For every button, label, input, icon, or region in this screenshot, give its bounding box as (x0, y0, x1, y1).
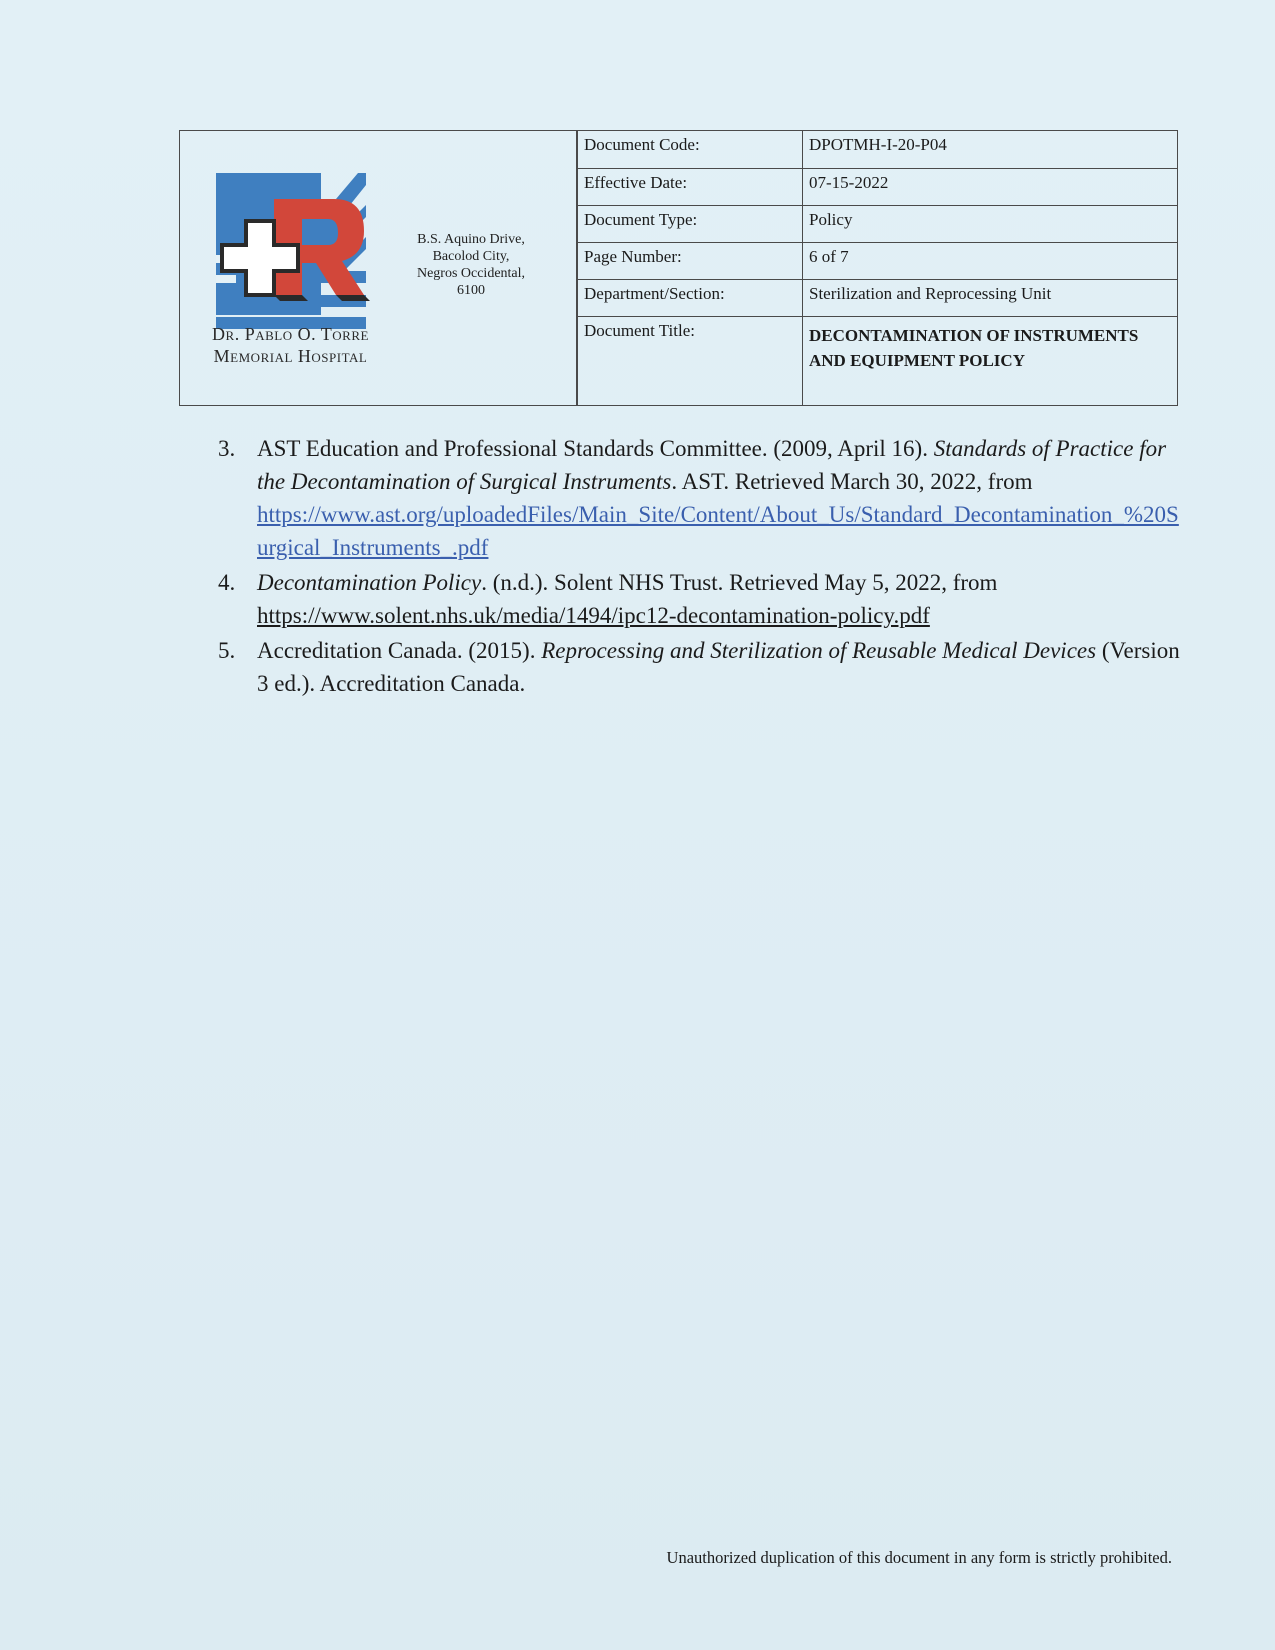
document-title-value: DECONTAMINATION OF INSTRUMENTS AND EQUIPMENT POLICY (803, 316, 1178, 405)
reference-number: 3. (218, 436, 236, 461)
reference-title: Reprocessing and Sterilization of Reusable Medical Devices (541, 638, 1097, 663)
metadata-row (578, 131, 1178, 168)
reference-text: Accreditation Canada. (2015). (257, 638, 542, 663)
metadata-table (577, 131, 1177, 405)
reference-text: . (n.d.). Solent NHS Trust. Retrieved May 5, 2022, from (481, 570, 998, 595)
address-line: B.S. Aquino Drive, (417, 232, 525, 247)
reference-number: 5. (218, 638, 236, 663)
address-line: Bacolod City, (432, 249, 510, 264)
reference-item (215, 566, 1180, 632)
metadata-row (578, 242, 1178, 279)
hospital-address (408, 231, 534, 299)
reference-number: 4. (218, 570, 236, 595)
page-number-label: Page Number: (578, 242, 803, 279)
hospital-name (188, 323, 393, 367)
document-type-value: Policy (803, 205, 1178, 242)
hospital-name-line2: Memorial Hospital (213, 346, 368, 366)
document-code-label: Document Code: (578, 131, 803, 168)
document-metadata (577, 131, 1177, 405)
effective-date-label: Effective Date: (578, 168, 803, 205)
document-code-value: DPOTMH-I-20-P04 (803, 131, 1178, 168)
references-list (215, 432, 1180, 702)
reference-item (215, 432, 1180, 564)
document-header (179, 130, 1178, 406)
reference-text: (Version 3 ed.). Accreditation Canada. (257, 638, 1180, 696)
document-type-label: Document Type: (578, 205, 803, 242)
address-line: Negros Occidental, (416, 266, 526, 281)
reference-link[interactable]: https://www.ast.org/uploadedFiles/Main_Site/Content/About_Us/Standard_Decontamination_%20Surgical_Instruments_.pdf (257, 502, 1179, 560)
address-line: 6100 (457, 283, 485, 298)
hospital-name-line1: Dr. Pablo O. Torre (212, 324, 369, 344)
page-number-value: 6 of 7 (803, 242, 1178, 279)
reference-text: . AST. Retrieved March 30, 2022, from (671, 469, 1033, 494)
document-title-label: Document Title: (578, 316, 803, 405)
hospital-r-cross-logo (216, 171, 376, 331)
reference-link[interactable]: https://www.solent.nhs.uk/media/1494/ipc12-decontamination-policy.pdf (257, 603, 930, 628)
reference-title: Standards of Practice for the Decontamination of Surgical Instruments (257, 436, 1167, 494)
department-label: Department/Section: (578, 279, 803, 316)
metadata-row (578, 316, 1178, 405)
effective-date-value: 07-15-2022 (803, 168, 1178, 205)
hospital-brand (180, 131, 577, 405)
footer-notice: Unauthorized duplication of this document in any form is strictly prohibited. (666, 1548, 1172, 1567)
metadata-row (578, 205, 1178, 242)
metadata-row (578, 168, 1178, 205)
reference-title: Decontamination Policy (257, 570, 482, 595)
department-value: Sterilization and Reprocessing Unit (803, 279, 1178, 316)
reference-item (215, 634, 1180, 700)
reference-text: AST Education and Professional Standards Committee. (2009, April 16). (257, 436, 934, 461)
metadata-row (578, 279, 1178, 316)
